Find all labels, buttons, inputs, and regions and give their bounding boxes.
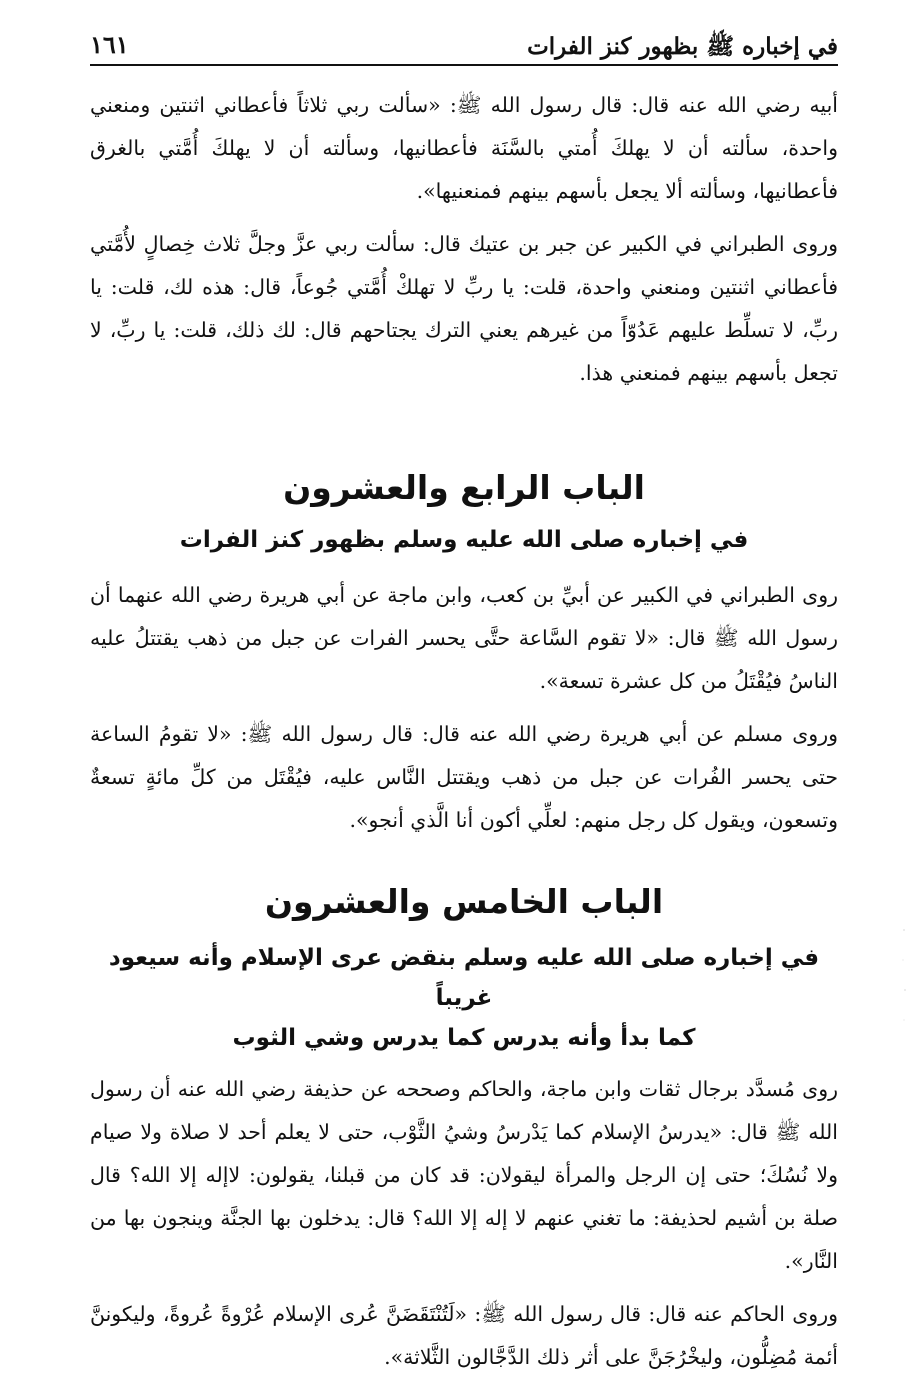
paragraph: وروى مسلم عن أبي هريرة رضي الله عنه قال: قال رسول الله ﷺ: «لا تقومُ الساعة حتى يحسر الفُرات عن جبل من ذهب ويقتتل النَّاس عليه، فيُقْتَل من كلِّ مائةٍ تسعةٌ وتسعون، ويقول كل رجل منهم: لعلِّي أكون أنا الَّذي أنجو». [90, 722, 838, 832]
chapter-subtitle-line: في إخباره صلى الله عليه وسلم بنقض عرى الإسلام وأنه سيعود غريباً [108, 945, 820, 1011]
scan-noise [899, 920, 909, 1040]
paragraph: روى مُسدَّد برجال ثقات وابن ماجة، والحاكم وصححه عن حذيفة رضي الله عنه أن رسول الله ﷺ قال: «يدرسُ الإسلام كما يَدْرسُ وشيُ الثَّوْب، حتى لا يعلم أحد لا صلاة ولا صيام ولا نُسُكَ؛ حتى إن الرجل والمرأة ليقولان: قد كان من قبلنا، يقولون: لاإله إلا الله؟ قال صلة بن أشيم لحذيفة: ما تغني عنهم لا إله إلا الله؟ قال: يدخلون بها الجنَّة وينجون بها من النَّار». [90, 1077, 838, 1273]
page-header [90, 28, 838, 66]
chapter-subtitle-line: كما بدأ وأنه يدرس كما يدرس وشي الثوب [232, 1025, 696, 1051]
chapter-subtitle: في إخباره صلى الله عليه وسلم بظهور كنز الفرات [179, 527, 749, 553]
paragraph: أبيه رضي الله عنه قال: قال رسول الله ﷺ: «سألت ربي ثلاثاً فأعطاني اثنتين ومنعني واحدة، سألته أن لا يهلكَ أُمتي بالسَّنَة فأعطانيها، وسألته أن لا يهلكَ أُمَّتي بالغرق فأعطانيها، وسألته ألا يجعل بأسهم بينهم فمنعنيها». [90, 93, 838, 203]
paragraph: وروى الطبراني في الكبير عن جبر بن عتيك قال: سألت ربي عزَّ وجلَّ ثلاث خِصالٍ لأُمَّتي فأعطاني اثنتين ومنعني واحدة، قلت: يا ربِّ لا تهلكْ أُمَّتي جُوعاً، قال: هذه لك، قلت: يا ربِّ، لا تسلِّط عليهم عَدُوّاً من غيرهم يعني الترك يجتاحهم قال: لك ذلك، قلت: يا ربِّ، لا تجعل بأسهم بينهم فمنعني هذا. [90, 232, 838, 385]
chapter-title: الباب الخامس والعشرون [264, 882, 664, 921]
chapter-title: الباب الرابع والعشرون [283, 468, 645, 507]
chapter-24 [90, 462, 838, 842]
running-head: في إخباره ﷺ بظهور كنز الفرات [527, 33, 838, 60]
chapter-subtitle [90, 938, 838, 1058]
chapter-25 [90, 876, 838, 1379]
paragraph: وروى الحاكم عنه قال: قال رسول الله ﷺ: «لَتُنْتَقَضَنَّ عُرى الإسلام عُرْوةً عُروةً، وليكوننَّ أئمة مُضِلُّون، وليخْرُجَنَّ على أثر ذلك الدَّجَّالون الثَّلاثة». [90, 1302, 838, 1369]
paragraph: روى الطبراني في الكبير عن أبيِّ بن كعب، وابن ماجة عن أبي هريرة رضي الله عنهما أن رسول الله ﷺ قال: «لا تقوم السَّاعة حتَّى يحسر الفرات عن جبل من ذهب يقتتلُ عليه الناسُ فيُقْتَلُ من كل عشرة تسعة». [90, 583, 838, 693]
book-page [90, 28, 838, 1369]
page-number: ١٦١ [90, 30, 129, 59]
continued-section [90, 84, 838, 395]
